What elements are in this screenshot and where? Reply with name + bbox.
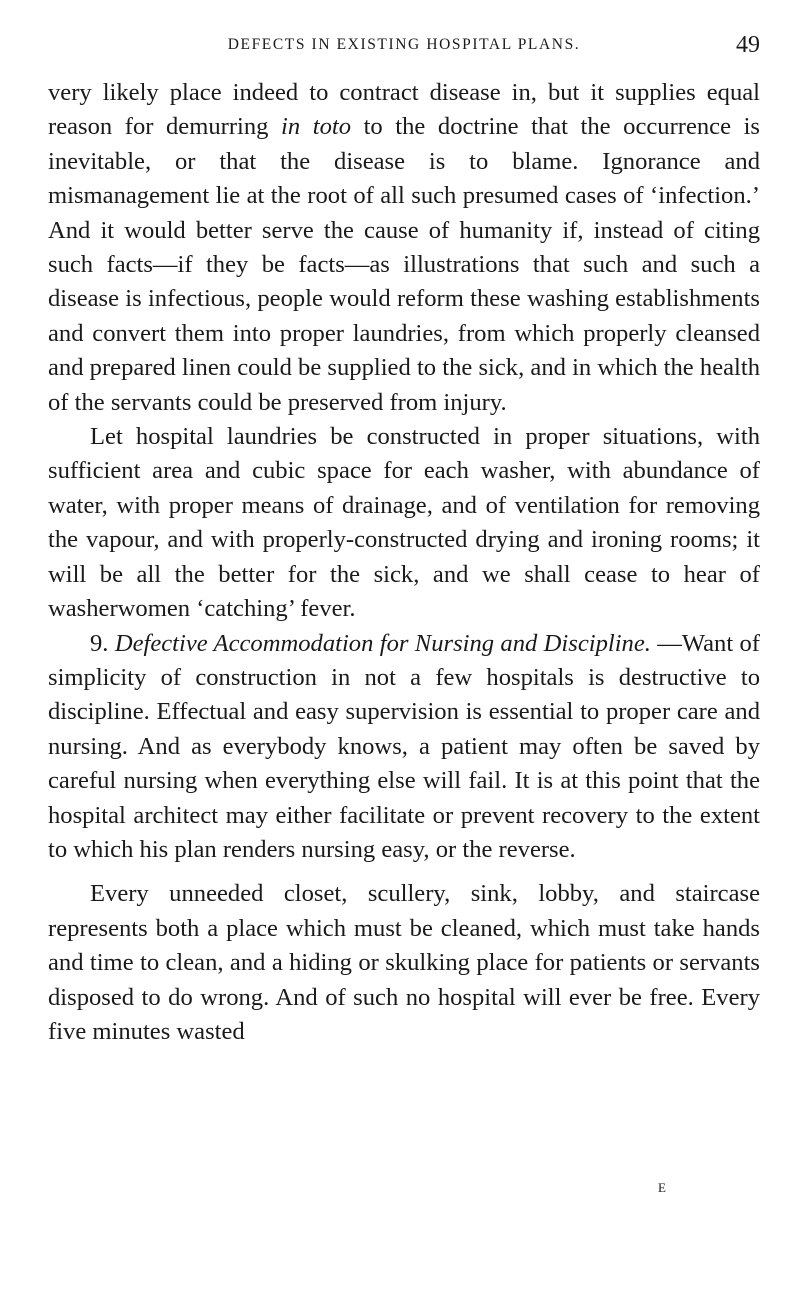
section-heading: Defective Accommodation for Nursing and Discipline.	[114, 629, 651, 657]
paragraph-hospital-laundries: Let hospital laundries be constructed in proper situations, with sufficient area and cubic space for each washer, with abundance of water, with proper means of drainage, and of ventilation for removing the vapour, and with properly-constructed drying and ironing rooms; it will be all the better for the sick, and we shall cease to hear of washerwomen ‘catching’ fever.	[48, 423, 760, 623]
body-text	[48, 76, 760, 1049]
page-number: 49	[736, 32, 760, 58]
italic-phrase: in toto	[281, 113, 352, 141]
running-head	[48, 32, 760, 60]
paragraph-unneeded-closets: Every unneeded closet, scullery, sink, lobby, and staircase represents both a place which must be cleaned, which must take hands and time to clean, and a hiding or skulking place for patients or servants disposed to do wrong. And of such no hospital will ever be free. Every five minutes wasted	[48, 880, 760, 1045]
running-title: DEFECTS IN EXISTING HOSPITAL PLANS.	[227, 36, 581, 53]
paragraph-text: very likely place indeed to contract disease in, but it supplies equal reason for demurring	[48, 79, 760, 141]
paragraph-text: to the doctrine that the occurrence is inevitable, or that the disease is to blame. Ignorance and mismanagement lie at the root of all such presumed cases of ‘infection.’ And it would better serve the cause of humanity if, instead of citing such facts—if they be facts—as illustrations that such and such a disease is infectious, people would reform these washing establishments and convert them into proper laundries, from which properly cleansed and prepared linen could be supplied to the sick, and in which the health of the servants could be preserved from injury.	[48, 113, 760, 416]
paragraph-laundry-infection	[48, 76, 760, 420]
signature-mark: E	[658, 1180, 667, 1195]
paragraph-text: —Want of simplicity of construction in not a few hospitals is destructive to discipline. Effectual and easy supervision is essential to proper care and nursing. And as everybody knows, a patient may often be saved by careful nursing when everything else will fail. It is at this point that the hospital architect may either facilitate or prevent recovery to the extent to which his plan renders nursing easy, or the reverse.	[48, 629, 760, 863]
paragraph-nursing-discipline	[48, 627, 760, 868]
section-number: 9.	[90, 629, 109, 657]
